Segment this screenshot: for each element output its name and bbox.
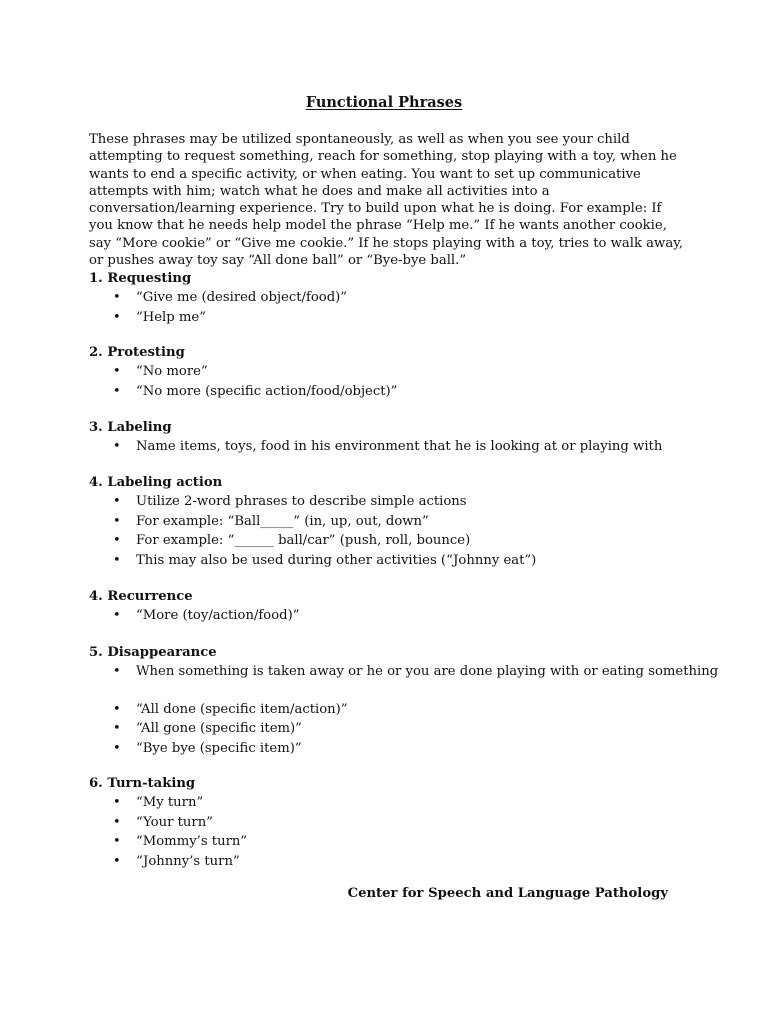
bullet-icon: • [113, 740, 121, 756]
bullet-list [89, 793, 709, 871]
list-item-text: “Your turn” [136, 814, 213, 830]
list-item-text: Name items, toys, food in his environment that he is looking at or playing with [136, 439, 663, 454]
list-item [89, 662, 719, 682]
section-heading: 6. Turn-taking [89, 776, 196, 791]
bullet-icon: • [113, 853, 121, 869]
list-item [89, 382, 709, 402]
bullet-icon: • [113, 552, 121, 568]
list-item-text: “My turn” [136, 795, 204, 810]
list-item-text: “Johnny’s turn” [136, 853, 240, 869]
bullet-icon: • [113, 513, 121, 529]
bullet-icon: • [113, 533, 121, 548]
list-item [89, 288, 709, 308]
section-heading: 3. Labeling [89, 420, 172, 435]
list-item-text: “All gone (specific item)” [136, 721, 302, 736]
list-item [89, 813, 709, 833]
bullet-list [89, 492, 709, 570]
section-requesting [89, 270, 709, 327]
section-heading: 4. Labeling action [89, 475, 223, 490]
bullet-icon: • [113, 721, 121, 736]
section-disappearance [89, 644, 719, 758]
list-item [89, 606, 709, 626]
list-item-text: “All done (specific item/action)” [136, 701, 348, 717]
list-item [89, 308, 709, 328]
list-item [89, 832, 709, 852]
list-item [89, 719, 709, 739]
section-labeling [89, 419, 709, 457]
list-item-text: “Give me (desired object/food)” [136, 290, 348, 305]
section-turn-taking [89, 775, 709, 871]
bullet-list [89, 288, 709, 327]
list-item-text: “Mommy’s turn” [136, 834, 248, 849]
page-title [0, 94, 768, 111]
bullet-icon: • [113, 608, 121, 623]
list-item [89, 793, 709, 813]
bullet-icon: • [113, 664, 121, 679]
section-labeling-action [89, 474, 709, 570]
list-item-text: This may also be used during other activities (“Johnny eat”) [136, 552, 537, 568]
list-item [89, 362, 709, 382]
section-heading: 5. Disappearance [89, 645, 217, 660]
section-heading: 2. Protesting [89, 345, 185, 360]
list-item-text: “No more” [136, 364, 208, 379]
page-title-text: Functional Phrases [305, 94, 463, 111]
list-item-text: “More (toy/action/food)” [136, 608, 300, 623]
bullet-icon: • [113, 795, 121, 810]
list-item [89, 739, 709, 759]
footer-organization: Center for Speech and Language Pathology [347, 886, 668, 901]
bullet-list [89, 662, 719, 758]
list-item-text: For example: “Ball_____” (in, up, out, down” [136, 513, 429, 529]
list-item-text: “Bye bye (specific item)” [136, 740, 302, 756]
list-item [89, 700, 709, 720]
section-heading: 1. Requesting [89, 271, 192, 286]
bullet-icon: • [113, 814, 121, 830]
bullet-icon: • [113, 383, 121, 399]
bullet-list [89, 362, 709, 401]
bullet-list [89, 606, 709, 626]
list-item [89, 492, 709, 512]
list-item-text: Utilize 2-word phrases to describe simple actions [136, 494, 467, 509]
bullet-icon: • [113, 834, 121, 849]
section-protesting [89, 344, 709, 401]
bullet-icon: • [113, 701, 121, 717]
intro-paragraph: These phrases may be utilized spontaneously, as well as when you see your child attempting to request something, reach for something, stop playing with a toy, when he wants to end a specific activity, or when eating. You want to set up communicative attempts with him; watch what he does and make all activities into a conversation/learning experience. Try to build upon what he is doing. For example: If you know that he needs help model the phrase “Help me.” If he wants another cookie, say “More cookie” or “Give me cookie.” If he stops playing with a toy, tries to walk away, or pushes away toy say “All done ball” or “Bye-bye ball.” [89, 132, 684, 269]
list-item [89, 531, 709, 551]
list-item [89, 437, 709, 457]
list-item-text: For example: “______ ball/car” (push, roll, bounce) [136, 533, 471, 548]
list-item-text: “Help me” [136, 309, 206, 325]
section-recurrence [89, 588, 709, 626]
bullet-list [89, 437, 709, 457]
bullet-icon: • [113, 290, 121, 305]
section-heading: 4. Recurrence [89, 589, 193, 604]
list-item-text: “No more (specific action/food/object)” [136, 383, 398, 399]
bullet-icon: • [113, 439, 121, 454]
list-item [89, 551, 709, 571]
bullet-icon: • [113, 309, 121, 325]
list-item-text: When something is taken away or he or you are done playing with or eating something [136, 664, 719, 679]
list-item [89, 512, 709, 532]
bullet-icon: • [113, 494, 121, 509]
bullet-icon: • [113, 364, 121, 379]
list-item [89, 852, 709, 872]
